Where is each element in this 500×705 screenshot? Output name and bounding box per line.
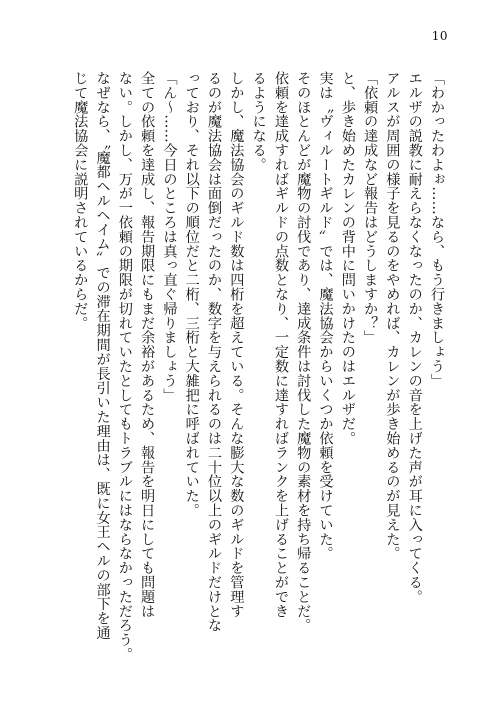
- text-line: じて魔法協会に説明されているからだ。: [72, 71, 89, 331]
- text-line: 「わかったわよぉ……なら、もう行きましょう」: [429, 71, 445, 388]
- text-line: ない。しかし、万が一依頼の期限が切れていたとしてもトラブルにはならなかっただろう。: [116, 71, 133, 662]
- text-line: と、歩き始めたカレンの背中に問いかけたのはエルザだ。: [339, 71, 356, 446]
- text-line: っており、それ以下の順位だと二桁、三桁と大雑把に呼ばれていた。: [183, 71, 200, 518]
- text-line: るようになる。: [250, 71, 267, 172]
- text-line: 依頼を達成すればギルドの点数となり、一定数に達すればランクを上げることができ: [272, 71, 289, 619]
- text-line: アルスが周囲の様子を見るのをやめれば、カレンが歩き始めるのが見えた。: [384, 71, 401, 561]
- text-line: 全ての依頼を達成し、報告期限にもまだ余裕があるため、報告を明日にしても問題は: [139, 71, 156, 619]
- text-line: 実は〝ヴィルートギルド〟では、魔法協会からいくつか依頼を受けていた。: [317, 71, 334, 561]
- text-line: なぜなら、〝魔都ヘルヘイム〟での滞在期間が長引いた理由は、既に女王ヘルの部下を通: [94, 71, 111, 640]
- text-line: るのが魔法協会は面倒だったのか、数字を与えられるのは二十位以上のギルドだけとな: [206, 71, 223, 633]
- text-line: しかし、魔法協会のギルド数は四桁を超えている。そんな膨大な数のギルドを管理す: [228, 71, 245, 619]
- body-text: [48, 71, 448, 676]
- text-line: そのほとんどが魔物の討伐であり、達成条件は討伐した魔物の素材を持ち帰ることだ。: [295, 71, 312, 633]
- text-line: エルザの説教に耐えらなくなったのか、カレンの音を上げた声が耳に入ってくる。: [406, 71, 423, 604]
- text-line: 「依頼の達成など報告はどうしますか？」: [362, 71, 379, 345]
- text-line: 「ん～……今日のところは真っ直ぐ帰りましょう」: [161, 71, 178, 403]
- page-number: 10: [431, 29, 448, 43]
